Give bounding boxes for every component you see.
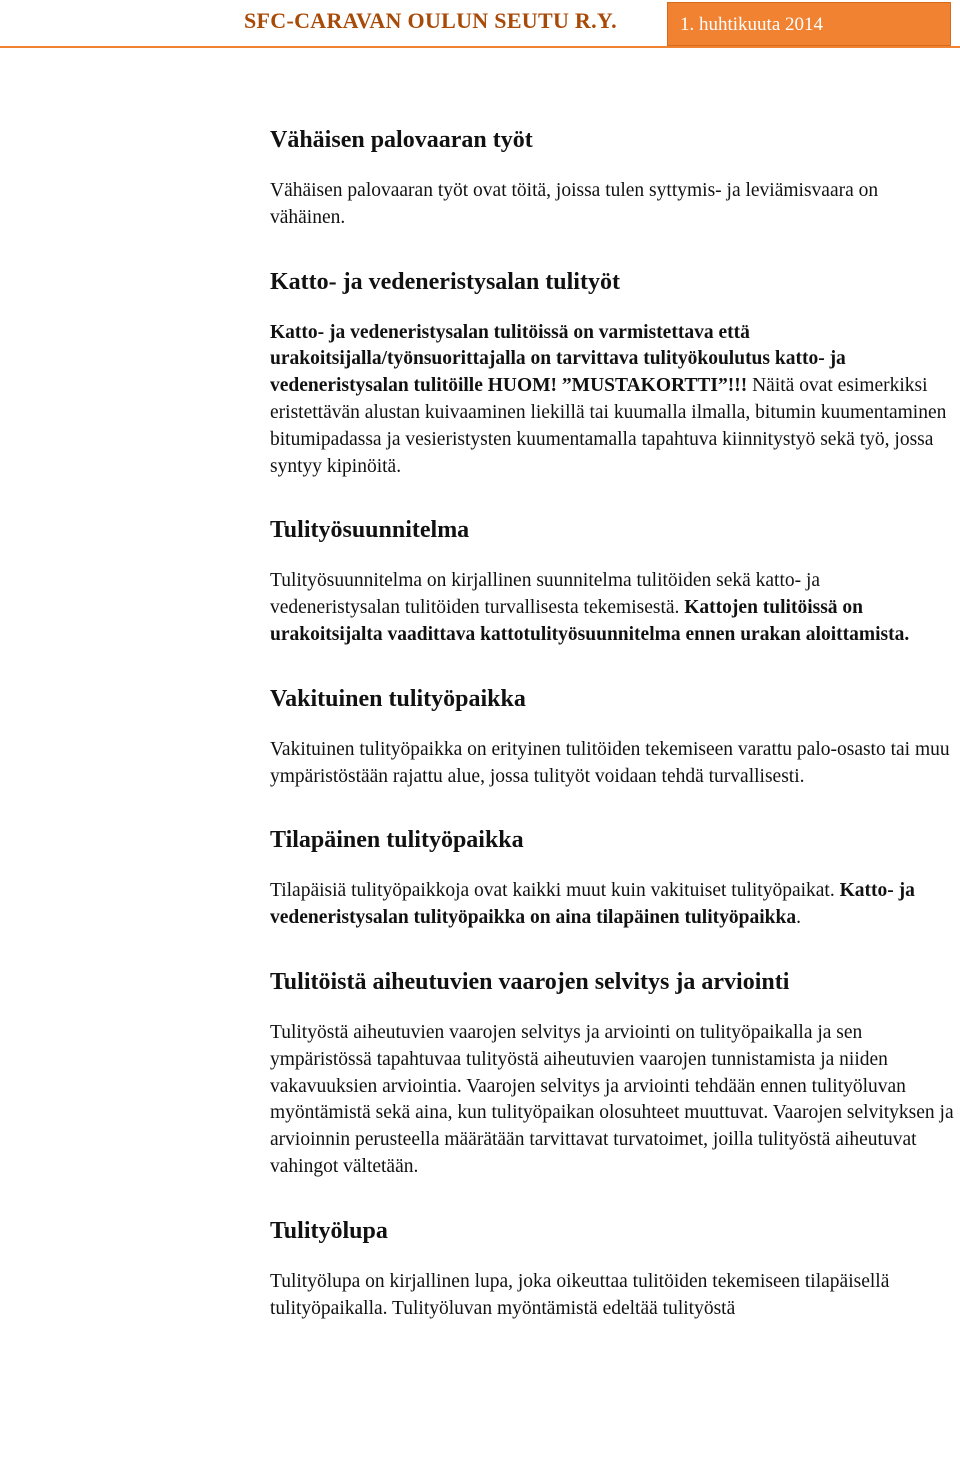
section-heading-vakituinen-tulityopaikka: Vakituinen tulityöpaikka (270, 685, 526, 712)
section-heading-tulitylupa: Tulityölupa (270, 1217, 388, 1244)
section-text: Tilapäisiä tulityöpaikkoja ovat kaikki muut kuin vakituiset tulityöpaikat. (270, 880, 840, 902)
section-paragraph-tulityosuunnitelma (270, 568, 954, 648)
section-paragraph-katto-vedeneristys (270, 320, 954, 481)
section-heading-vaarojen-selvitys: Tulitöistä aiheutuvien vaarojen selvitys ja arviointi (270, 968, 790, 995)
section-text-vaarojen-selvitys: Tulityöstä aiheutuvien vaarojen selvitys ja arviointi on tulityöpaikalla ja sen ympäristössä tapahtuvaa tulityöstä aiheutuvien vaarojen tunnistamista ja niiden vakavuuksien arviointia. Vaarojen selvitys ja arviointi tehdään ennen tulityöluvan myöntämistä sekä aina, kun tulityöpaikan olosuhteet muuttuvat. Vaarojen selvityksen ja arvioinnin perusteella määrätään tarvittavat turvatoimet, joilla tulityöstä aiheutuvat vahingot vältetään. (270, 1021, 954, 1177)
section-text-vahaisen-palovaaran: Vähäisen palovaaran työt ovat töitä, joissa tulen syttymis- ja leviämisvaara on vähäinen. (270, 180, 879, 228)
section-text-vakituinen-tulityopaikka: Vakituinen tulityöpaikka on erityinen tulitöiden tekemiseen varattu palo-osasto tai muu ympäristöstään rajattu alue, jossa tulityöt voidaan tehdä turvallisesti. (270, 738, 950, 787)
document-body (270, 124, 954, 1322)
section-heading-tilapainen-tulityopaikka: Tilapäinen tulityöpaikka (270, 827, 524, 854)
section-text: Tulityösuunnitelma on kirjallinen suunnitelma tulitöiden sekä katto- ja vedeneristysalan tulitöiden turvallisesta tekemisestä. (270, 570, 821, 619)
header-date: 1. huhtikuuta 2014 (667, 2, 951, 46)
section-heading-vahaisen-palovaaran: Vähäisen palovaaran työt (270, 127, 533, 153)
section-text-tail: . (796, 907, 801, 929)
section-heading-katto-vedeneristys: Katto- ja vedeneristysalan tulityöt (270, 268, 620, 295)
header-divider (0, 46, 960, 48)
section-bold-text: Katto- ja vedeneristysalan tulityöpaikka on aina tilapäinen tulityöpaikka (270, 880, 915, 929)
section-paragraph-tilapainen-tulityopaikka (270, 878, 954, 932)
section-text-tulitylupa: Tulityölupa on kirjallinen lupa, joka oikeuttaa tulitöiden tekemiseen tilapäisellä tulityöpaikalla. Tulityöluvan myöntämistä edeltää tulityöstä (270, 1270, 890, 1319)
organization-name: SFC-CARAVAN OULUN SEUTU R.Y. (244, 8, 617, 33)
section-bold-text: Katto- ja vedeneristysalan tulitöissä on varmistettava että urakoitsijalla/työnsuorittajalla on tarvittava tulityökoulutus katto- ja vedeneristysalan tulitöille HUOM! ”MUSTAKORTTI”!!! (270, 321, 846, 397)
section-heading-tulityosuunnitelma: Tulityösuunnitelma (270, 517, 470, 544)
section-bold-text: Kattojen tulitöissä on urakoitsijalta vaadittava kattotulityösuunnitelma ennen urakan aloittamista. (270, 597, 910, 645)
section-text: Näitä ovat esimerkiksi eristettävän alustan kuivaaminen liekillä tai kuumalla ilmalla, bitumin kuumentaminen bitumipadassa ja vesieristysten kuumentamalla tapahtuva kiinnitystyö sekä työ, jossa syntyy kipinöitä. (270, 375, 947, 477)
page-header (0, 0, 960, 48)
